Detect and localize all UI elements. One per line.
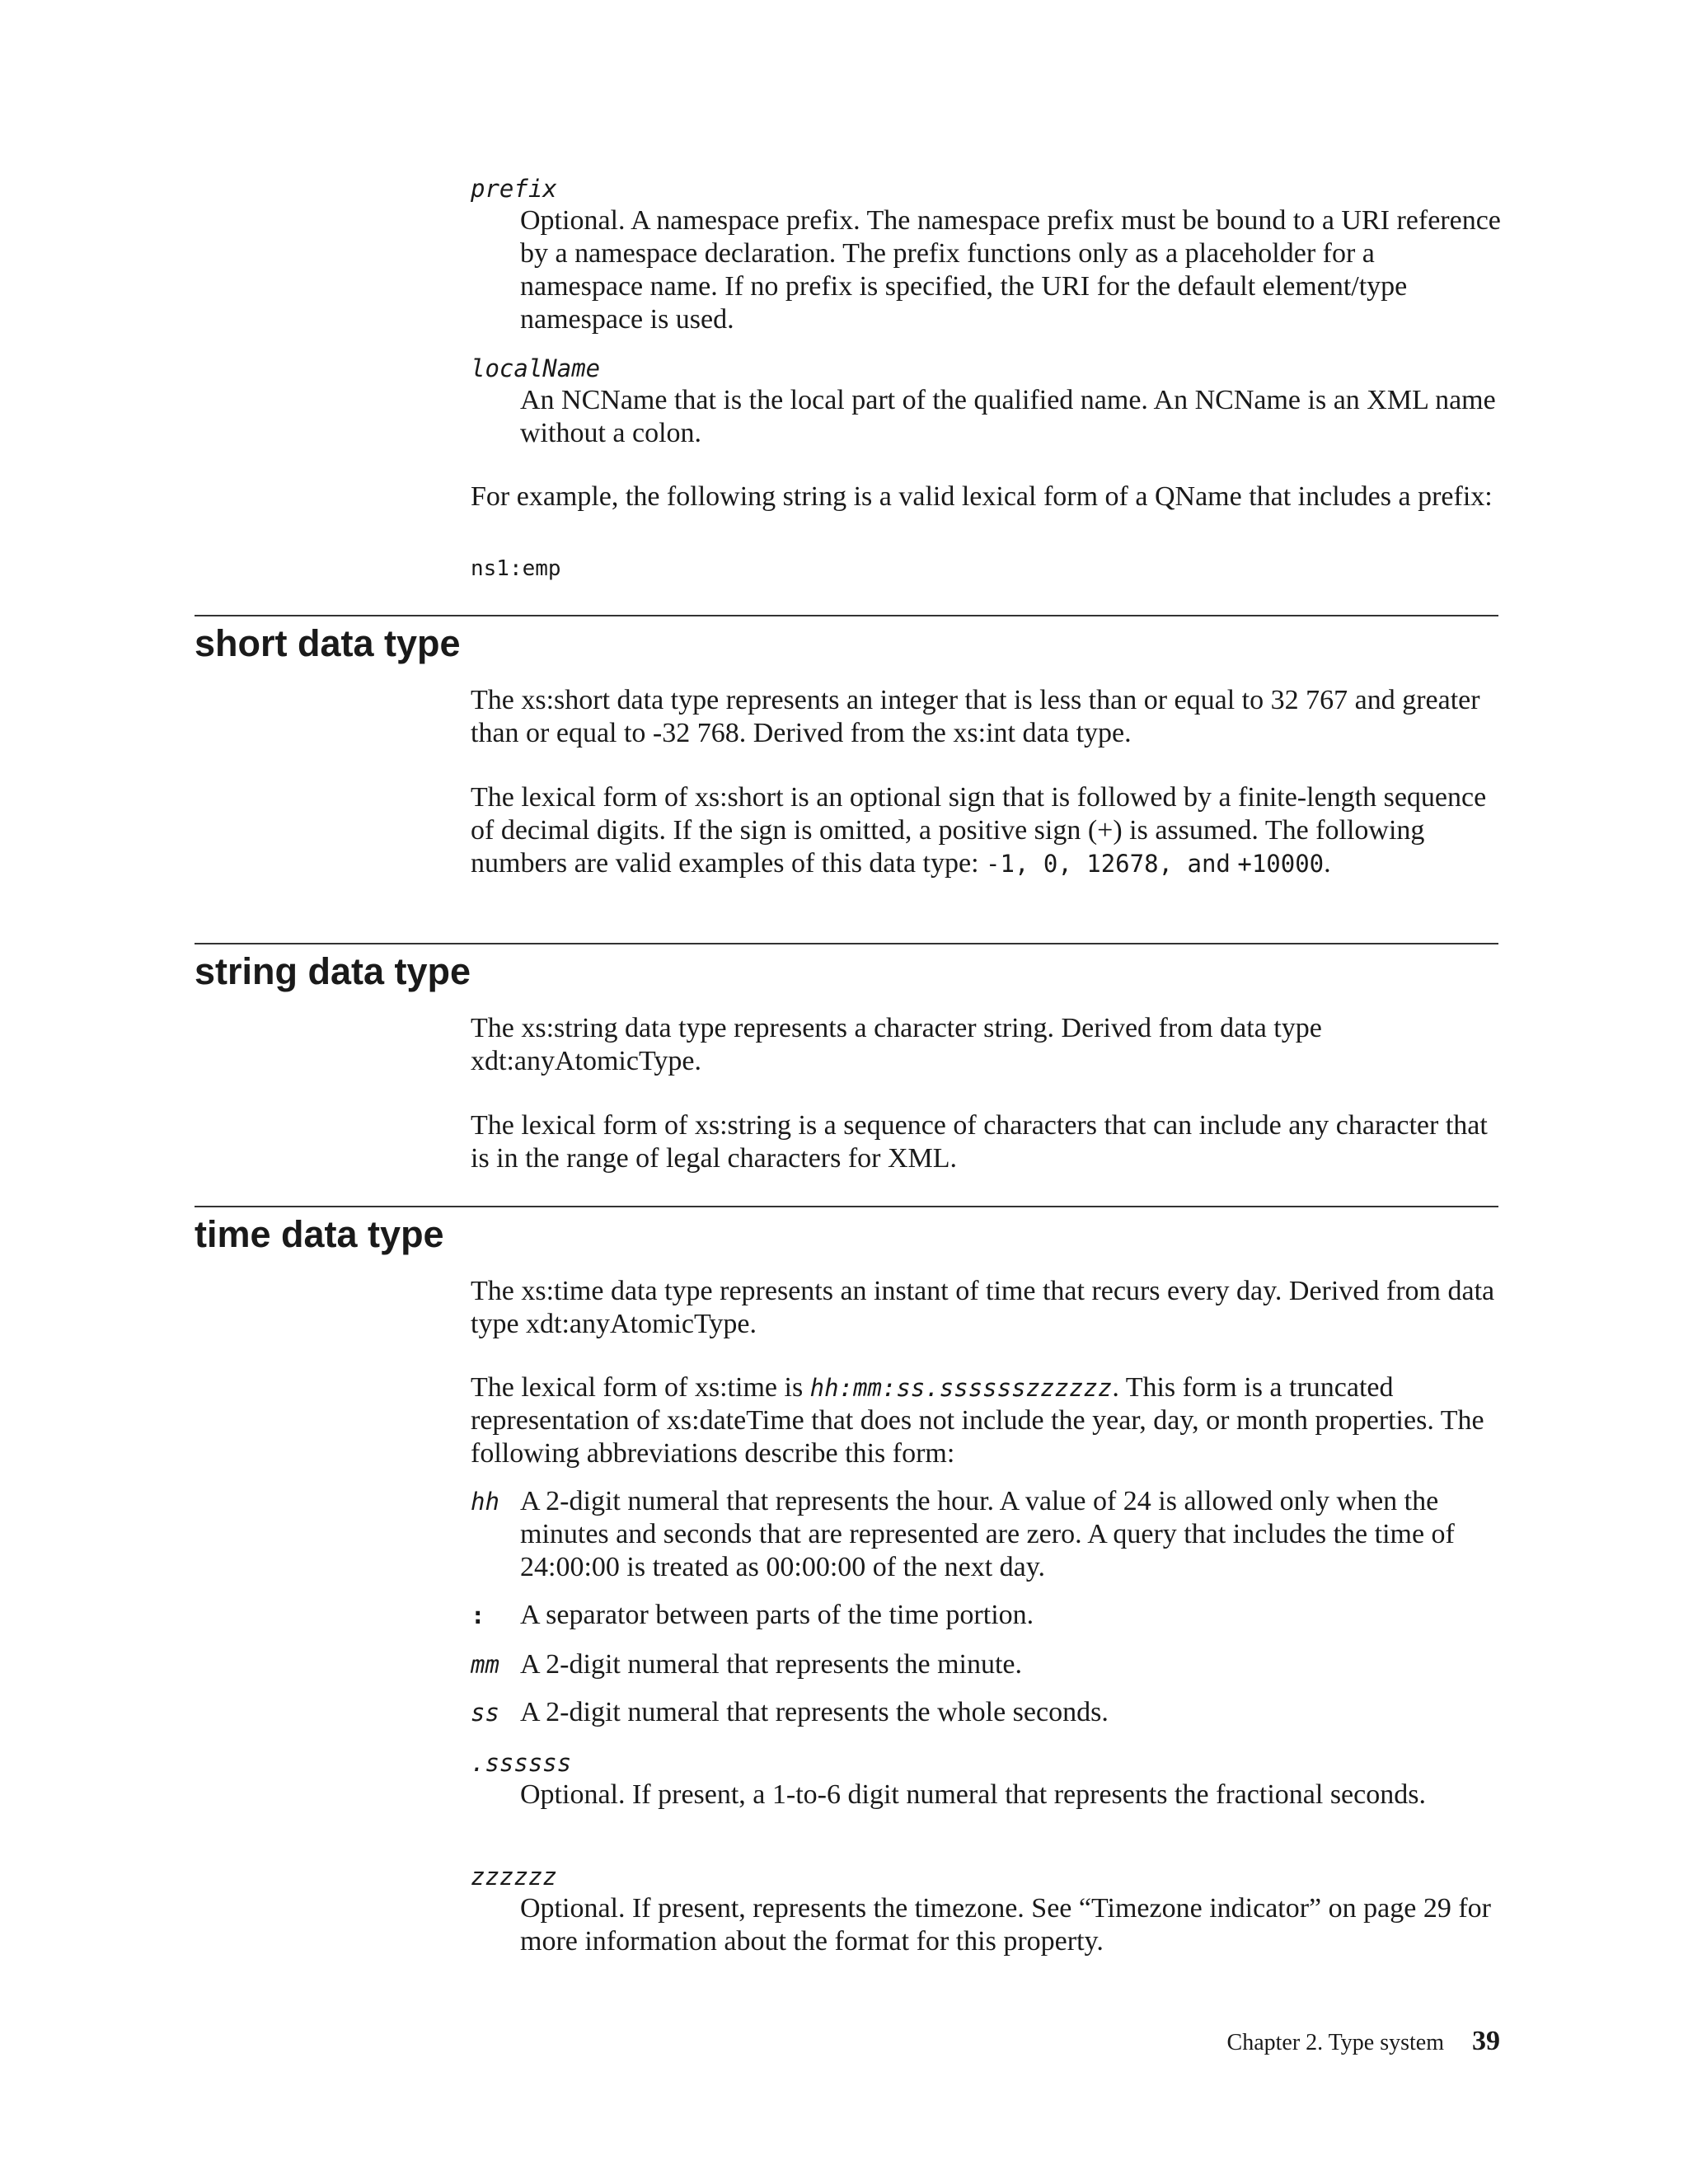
section-divider xyxy=(195,1206,1498,1207)
abbr-term-ss: ss xyxy=(471,1699,499,1727)
qname-example-code: ns1:emp xyxy=(471,556,561,581)
section-divider xyxy=(195,943,1498,944)
abbr-term-fractional-seconds: .ssssss xyxy=(471,1749,572,1777)
abbr-def-hh: A 2-digit numeral that represents the hour. A value of 24 is allowed only when the minutes and seconds that are represented are zero. A query that includes the time of 24:00:00 is treated as 00:00:00 of the next day. xyxy=(520,1486,1455,1582)
def-localname: An NCName that is the local part of the qualified name. An NCName is an XML name without a colon. xyxy=(520,385,1496,448)
short-examples-code: -1, 0, 12678, and xyxy=(986,850,1231,878)
time-paragraph-1: The xs:time data type represents an instant of time that recurs every day. Derived from data type xdt:anyAtomicType. xyxy=(471,1276,1495,1339)
abbr-def-timezone: Optional. If present, represents the timezone. See “Timezone indicator” on page 29 for more information about the format for this property. xyxy=(520,1893,1491,1957)
abbr-term-mm: mm xyxy=(471,1651,499,1679)
time-lexical-form-code: hh:mm:ss.sssssszzzzzz xyxy=(809,1374,1113,1402)
time-paragraph-2-pre: The lexical form of xs:time is xyxy=(471,1372,810,1403)
short-paragraph-2-end: . xyxy=(1324,848,1331,879)
string-paragraph-1: The xs:string data type represents a character string. Derived from data type xdt:anyAtomicType. xyxy=(471,1013,1322,1076)
heading-string-data-type: string data type xyxy=(195,950,471,992)
short-paragraph-1: The xs:short data type represents an integer that is less than or equal to 32 767 and greater than or equal to -32 768. Derived from the xs:int data type. xyxy=(471,685,1480,748)
short-example-last-code: +10000 xyxy=(1237,850,1325,878)
page-number: 39 xyxy=(1472,2026,1500,2056)
term-localname: localName xyxy=(471,354,601,382)
time-paragraph-2-post: . This form is a truncated representation of xs:dateTime that does not include the year, day, or month properties. The following abbreviations describe this form: xyxy=(471,1372,1484,1469)
short-paragraph-2 xyxy=(471,781,1501,880)
short-paragraph-2-text: The lexical form of xs:short is an optional sign that is followed by a finite-length sequence of decimal digits. If the sign is omitted, a positive sign (+) is assumed. The following numbers are valid examples of this data type: xyxy=(471,782,1487,879)
page-footer xyxy=(1227,2026,1500,2057)
abbr-def-fractional-seconds: Optional. If present, a 1-to-6 digit numeral that represents the fractional seconds. xyxy=(520,1779,1426,1810)
qname-example-intro: For example, the following string is a valid lexical form of a QName that includes a prefix: xyxy=(471,481,1493,512)
term-prefix: prefix xyxy=(471,175,557,203)
footer-chapter-title: Chapter 2. Type system xyxy=(1226,2030,1444,2055)
heading-time-data-type: time data type xyxy=(195,1213,444,1255)
abbr-term-separator: : xyxy=(471,1601,485,1629)
abbr-def-ss: A 2-digit numeral that represents the whole seconds. xyxy=(520,1697,1109,1727)
heading-short-data-type: short data type xyxy=(195,622,461,664)
abbr-term-timezone: zzzzzz xyxy=(471,1863,557,1891)
section-divider xyxy=(195,615,1498,616)
abbr-term-hh: hh xyxy=(471,1488,499,1516)
time-paragraph-2 xyxy=(471,1371,1501,1470)
abbr-def-mm: A 2-digit numeral that represents the minute. xyxy=(520,1649,1023,1680)
string-paragraph-2: The lexical form of xs:string is a sequence of characters that can include any character that is in the range of legal characters for XML. xyxy=(471,1110,1488,1174)
abbr-def-separator: A separator between parts of the time portion. xyxy=(520,1600,1034,1630)
def-prefix: Optional. A namespace prefix. The namespace prefix must be bound to a URI reference by a namespace declaration. The prefix functions only as a placeholder for a namespace name. If no prefix is specified, the URI for the default element/type namespace is used. xyxy=(520,205,1501,335)
